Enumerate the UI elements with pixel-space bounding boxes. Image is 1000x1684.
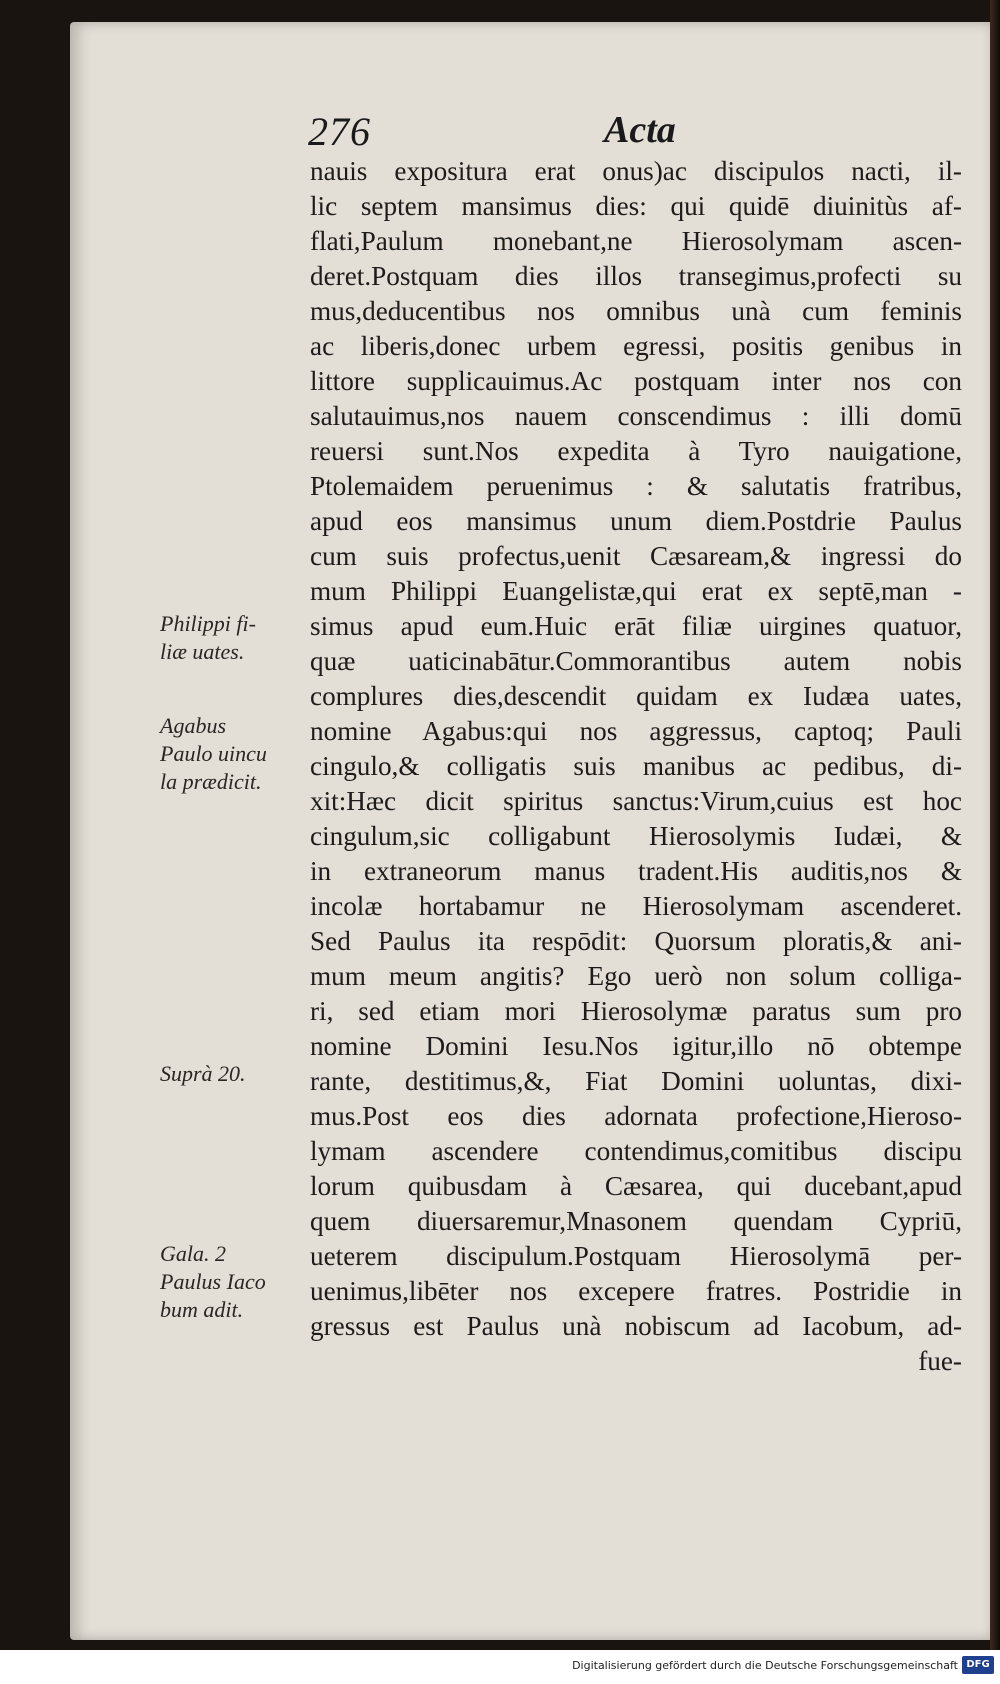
text-line: incolæ hortabamur ne Hierosolymam ascenderet. bbox=[310, 891, 962, 921]
text-line: rante, destitimus,&, Fiat Domini uoluntas, dixi- bbox=[310, 1066, 962, 1096]
note-line: liæ uates. bbox=[160, 639, 245, 664]
text-line: mum meum angitis? Ego uerò non solum colliga- bbox=[310, 961, 962, 991]
marginal-note-supra bbox=[160, 1060, 310, 1088]
text-line: salutauimus,nos nauem conscendimus : illi domū bbox=[310, 401, 962, 431]
text-line: Ptolemaidem peruenimus : & salutatis fratribus, bbox=[310, 471, 962, 501]
text-line: mus,deducentibus nos omnibus unà cum feminis bbox=[310, 296, 962, 326]
text-line: gressus est Paulus unà nobiscum ad Iacobum, ad- bbox=[310, 1311, 962, 1341]
text-line: nauis expositura erat onus)ac discipulos nacti, il- bbox=[310, 156, 962, 186]
text-line: lorum quibusdam à Cæsarea, qui ducebant,apud bbox=[310, 1171, 962, 1201]
note-line: bum adit. bbox=[160, 1297, 244, 1322]
catchword: fue- bbox=[918, 1346, 962, 1376]
text-line: deret.Postquam dies illos transegimus,profecti su bbox=[310, 261, 962, 291]
page-gutter bbox=[990, 0, 1000, 1650]
text-line: cingulo,& colligatis suis manibus ac pedibus, di- bbox=[310, 751, 962, 781]
body-text bbox=[310, 154, 962, 1379]
text-line: uenimus,libēter nos excepere fratres. Postridie in bbox=[310, 1276, 962, 1306]
text-line: Sed Paulus ita respōdit: Quorsum ploratis,& ani- bbox=[310, 926, 962, 956]
text-line: cum suis profectus,uenit Cæsaream,& ingressi do bbox=[310, 541, 962, 571]
text-line: nomine Domini Iesu.Nos igitur,illo nō obtempe bbox=[310, 1031, 962, 1061]
note-line: la prædicit. bbox=[160, 769, 262, 794]
running-title: Acta bbox=[604, 109, 676, 151]
text-line: reuersi sunt.Nos expedita à Tyro nauigatione, bbox=[310, 436, 962, 466]
text-line: ac liberis,donec urbem egressi, positis genibus in bbox=[310, 331, 962, 361]
text-line: nomine Agabus:qui nos aggressus, captoq; Pauli bbox=[310, 716, 962, 746]
text-line: quem diuersaremur,Mnasonem quendam Cypriū, bbox=[310, 1206, 962, 1236]
text-line: lymam ascendere contendimus,comitibus discipu bbox=[310, 1136, 962, 1166]
note-line: Suprà 20. bbox=[160, 1061, 246, 1086]
marginal-note-philippi bbox=[160, 610, 310, 666]
note-line: Paulus Iaco bbox=[160, 1269, 266, 1294]
funding-credit: Digitalisierung gefördert durch die Deutsche Forschungsgemeinschaft bbox=[572, 1659, 958, 1672]
text-line: littore supplicauimus.Ac postquam inter nos con bbox=[310, 366, 962, 396]
text-line: apud eos mansimus unum diem.Postdrie Paulus bbox=[310, 506, 962, 536]
dfg-logo: DFG bbox=[962, 1656, 994, 1674]
marginal-note-gala bbox=[160, 1240, 310, 1324]
text-line: xit:Hæc dicit spiritus sanctus:Virum,cuius est hoc bbox=[310, 786, 962, 816]
note-line: Gala. 2 bbox=[160, 1241, 226, 1266]
text-line: in extraneorum manus tradent.His auditis,nos & bbox=[310, 856, 962, 886]
text-line: mus.Post eos dies adornata profectione,Hieroso- bbox=[310, 1101, 962, 1131]
text-line: ueterem discipulum.Postquam Hierosolymā per- bbox=[310, 1241, 962, 1271]
text-line: flati,Paulum monebant,ne Hierosolymam ascen- bbox=[310, 226, 962, 256]
note-line: Philippi fi- bbox=[160, 611, 256, 636]
text-line: cingulum,sic colligabunt Hierosolymis Iudæi, & bbox=[310, 821, 962, 851]
text-line: simus apud eum.Huic erāt filiæ uirgines quatuor, bbox=[310, 611, 962, 641]
page-number: 276 bbox=[308, 109, 371, 154]
footer-bar bbox=[0, 1650, 1000, 1684]
text-line: mum Philippi Euangelistæ,qui erat ex septē,man - bbox=[310, 576, 962, 606]
marginal-note-agabus bbox=[160, 712, 310, 796]
text-line: quæ uaticinabātur.Commorantibus autem nobis bbox=[310, 646, 962, 676]
text-line: ri, sed etiam mori Hierosolymæ paratus sum pro bbox=[310, 996, 962, 1026]
text-line: lic septem mansimus dies: qui quidē diuinitùs af- bbox=[310, 191, 962, 221]
text-line: complures dies,descendit quidam ex Iudæa uates, bbox=[310, 681, 962, 711]
note-line: Agabus bbox=[160, 713, 226, 738]
note-line: Paulo uincu bbox=[160, 741, 267, 766]
